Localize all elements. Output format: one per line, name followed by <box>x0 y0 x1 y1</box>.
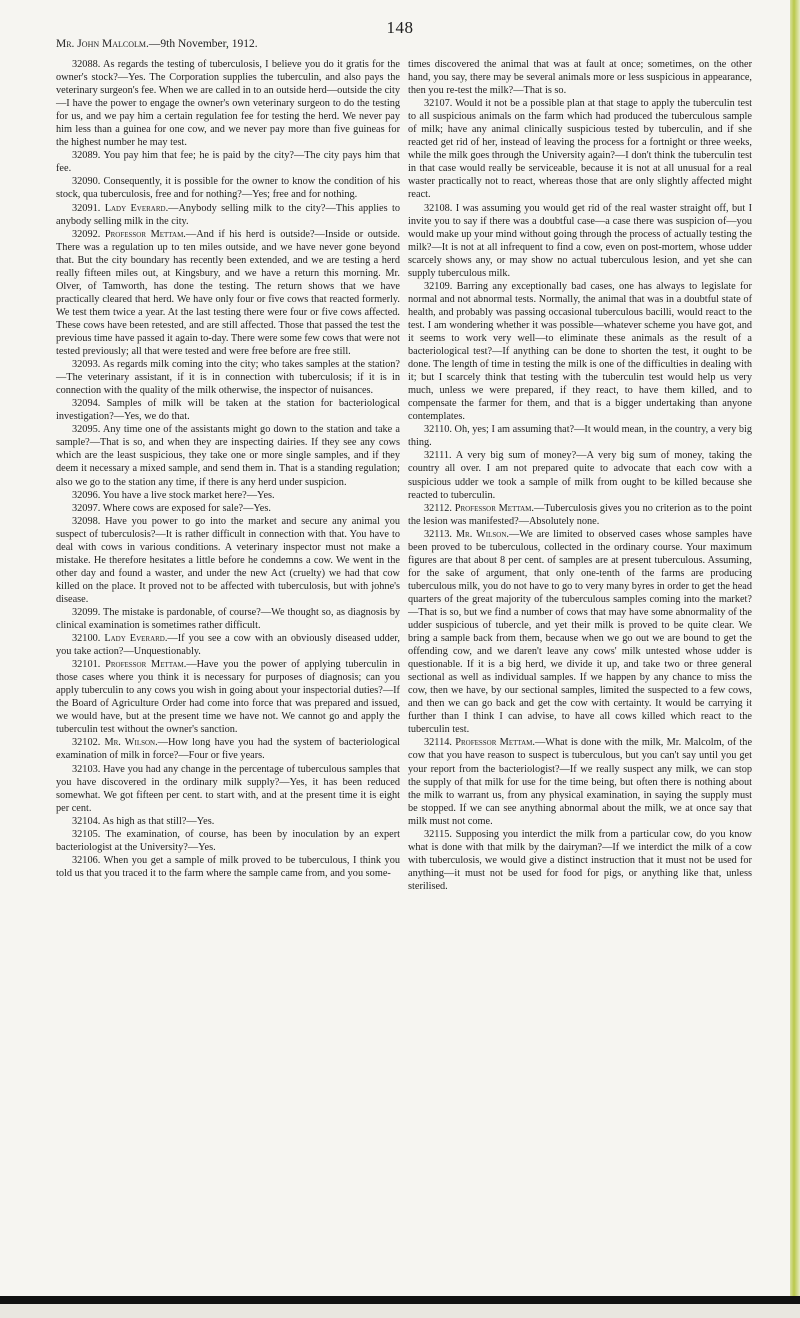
question-number: 32091. <box>72 202 101 214</box>
speaker-name: Lady Everard. <box>104 202 169 214</box>
question-paragraph <box>408 449 752 501</box>
question-paragraph <box>56 632 400 658</box>
question-text: You pay him that fee; he is paid by the city?—The city pays him that fee. <box>56 150 400 175</box>
question-paragraph <box>56 763 400 815</box>
question-text: Barring any exceptionally bad cases, one has always to legislate for normal and not abnormal tests. Normally, the animal that was in a doubtful state of health, and probably was passing occasional tuberculous bacilli, would react to the test. I am wondering whether it was possible—whatever scheme you have got, and it seems to work very well—to eliminate these animals as the result of a bacteriological test?—If anything can be done to shorten the test, it ought to be done. The length of time in testing the milk is one of the difficulties in dealing with it; but I scarcely think that testing with the tuberculin test would help us very much, unless we were prepared, if they react, to have them killed, and to compensate the farmer for them, and that is a bigger undertaking than anyone contemplates. <box>408 280 752 423</box>
question-number: 32113. <box>424 528 452 540</box>
question-paragraph <box>56 515 400 606</box>
question-text: Where cows are exposed for sale?—Yes. <box>102 502 271 514</box>
question-paragraph <box>408 280 752 424</box>
right-column <box>408 58 752 893</box>
question-text: Would it not be a possible plan at that stage to apply the tuberculin test to all suspicious animals on the farm which had produced the tuberculous sample of milk; have any animal clinically suspicious tested by tuberculin, and if she reacted get rid of her, instead of leaving the process for a fortnight or three weeks, while the milk goes through the University again?—I don't think the tuberculin test in that case would really be serviceable, because it is not at all unusual for a real waster practically not to react, whereas those that are only slightly affected might react. <box>408 98 752 201</box>
question-text: I was assuming you would get rid of the real waster straight off, but I invite you to say if there was a doubtful case—a case there was suspicion of—you would make up your mind without going through the process of actually testing the milk?—It is not at all infrequent to find a cow, even on post-mortem, whose udder scarcely shows any, or may show no actual tuberculous lesion, and yet she can supply tuberculous milk. <box>408 202 752 279</box>
question-paragraph <box>56 423 400 488</box>
question-number: 32088. <box>72 59 101 70</box>
speaker-name: Lady Everard. <box>104 633 168 645</box>
question-paragraph <box>56 175 400 201</box>
question-number: 32099. <box>72 606 101 618</box>
question-number: 32092. <box>72 228 101 240</box>
speaker-name: Mr. Wilson. <box>455 528 509 540</box>
speaker-name: Professor Mettam. <box>455 737 535 749</box>
question-paragraph <box>56 606 400 632</box>
question-text: A very big sum of money?—A very big sum of money, taking the country all over. I am not prepared quite to advocate that each cow with a suspicious udder we took a sample of milk from ought to be killed because she reacted to tuberculin. <box>408 450 752 501</box>
question-paragraph <box>56 58 400 149</box>
question-text: —Tuberculosis gives you no criterion as to the point the lesion was manifested?—Absolutely none. <box>408 502 753 527</box>
running-head <box>56 38 258 50</box>
question-paragraph <box>408 58 752 97</box>
page-edge-strip <box>790 0 800 1318</box>
question-paragraph <box>408 202 752 280</box>
question-text: —We are limited to observed cases whose samples have been proved to be tuberculous, collected in the ordinary course. Your maximum figures are that about 8 per cent. of samples are at present tuberculous. Assuming, for the sake of argument, that only one-tenth of the farms are producing tuberculous milk, you do not have to go to very many byres in order to get the head quarters of the great majority of the tuberculous samples coming into the market?—That is so, but we find a number of cows that may have some abnormality of the udder suspicious of tubercle, and yet their milk is proved to be quite clear. We bring a sample back from them, because when we go out we are bound to get the offending cow, and we daren't leave any cows' milk untested whose udder is questionable. If it is a big herd, we divide it up, and take two or three general sectional as well as individual samples. If we happen by any chance to miss the cow, then we have, by our sectional samples, limited the suspected to a few cows, and then we can go back and get the cow with certainty. It would be carrying it further than I think I can advise, to have all cows killed which react to the tuberculin test. <box>408 528 752 736</box>
question-number: 32100. <box>72 633 101 645</box>
scan-bottom-margin <box>0 1304 800 1318</box>
question-number: 32103. <box>72 763 101 775</box>
question-number: 32090. <box>72 176 101 188</box>
question-paragraph <box>56 815 400 828</box>
question-paragraph <box>56 736 400 762</box>
question-number: 32107. <box>424 98 453 110</box>
question-paragraph <box>56 397 400 423</box>
question-text: Supposing you interdict the milk from a particular cow, do you know what is done with that milk by the dairyman?—If we interdict the milk of a cow with tuberculosis, we would give a distinct instruction that it must not be used for anything—it must not be used for food for pigs, or anything like that, unless sterilised. <box>408 828 752 892</box>
question-number: 32105. <box>72 828 101 840</box>
speaker-name: Mr. Wilson. <box>104 737 158 749</box>
question-text: As regards milk coming into the city; who takes samples at the station?—The veterinary assistant, if it is in connection with tuberculosis; if it is in connection with the quality of the milk otherwise, the inspector of nuisances. <box>56 359 400 397</box>
question-text: The mistake is pardonable, of course?—We thought so, as diagnosis by clinical examination is sometimes rather difficult. <box>56 606 400 632</box>
question-paragraph <box>56 854 400 880</box>
question-number: 32094. <box>72 398 101 410</box>
question-text: —If you see a cow with an obviously diseased udder, you take action?—Unquestionably. <box>56 633 400 658</box>
question-paragraph <box>408 528 752 737</box>
question-number: 32114. <box>424 737 452 749</box>
question-number: 32095. <box>72 424 101 436</box>
question-number: 32108. <box>424 202 453 214</box>
question-text: As regards the testing of tuberculosis, I believe you do it gratis for the owner's stock?—Yes. The Corporation supplies the tuberculin, and also pays the veterinary surgeon's fee. When we are called in to an outside herd—outside the city—I have the power to engage the owner's own veterinary surgeon to do the testing for us, and we pay him a certain regulation fee for testing the herd. We never pay him less than a guinea for one cow, and we never pay more than five guineas for the highest number he may test. <box>56 59 401 149</box>
running-head-date: —9th November, 1912. <box>148 38 258 50</box>
question-number: 32093. <box>72 359 101 371</box>
scan-bottom-border <box>0 1296 800 1304</box>
question-number: 32106. <box>72 854 101 866</box>
question-number: 32111. <box>424 450 452 462</box>
question-text: —Anybody selling milk to the city?—This applies to anybody selling milk in the city. <box>56 202 400 227</box>
question-paragraph <box>56 202 400 228</box>
speaker-name: Professor Mettam. <box>105 659 187 671</box>
question-text: Have you power to go into the market and secure any animal you suspect of tuberculosis?—It is rather difficult in connection with that. You have to deal with cows in various conditions. A veterinary inspector must not make a mistake. He therefore hesitates a little before he condemns a cow. We went in the other day and found a waster, and under the new Act (cruelty) we had that cow killed on the place. It proved not to be affected with tuberculosis, but with johne's disease. <box>56 515 401 605</box>
page-number: 148 <box>386 18 414 37</box>
question-number: 32115. <box>424 828 452 840</box>
question-number: 32096. <box>72 489 101 501</box>
question-number: 32112. <box>424 502 452 514</box>
question-text: Any time one of the assistants might go down to the station and take a sample?—That is so, and when they are inspecting dairies. If they see any cows which are the least suspicious, they take one or more single samples, and if they deem it necessary a mixed sample, and send them in. That is a standing regulation; also we go to the station any time, if there is any herd under suspicion. <box>56 424 400 488</box>
question-paragraph <box>56 358 400 397</box>
question-paragraph <box>408 423 752 449</box>
question-paragraph <box>56 228 400 358</box>
question-text: —What is done with the milk, Mr. Malcolm, of the cow that you have reason to suspect is tuberculous, but you can't say until you get your report from the bacteriologist?—If we really suspect any milk, we can stop the supply of that milk for use for the time being, but often there is nothing about the milk to warrant us, from any physical examination, in saying the supply must be stopped. If we can see anything abnormal about the milk, we at once say that milk must not come. <box>408 737 753 827</box>
question-text: Have you had any change in the percentage of tuberculous samples that you have discovered in the ordinary milk supply?—Yes, it has been reduced somewhat. We got fifteen per cent. to start with, and at the present time it is eight per cent. <box>56 763 400 814</box>
question-text: times discovered the animal that was at fault at once; sometimes, on the other hand, you say, there may be several animals more or less suspicious in appearance, then you re-test the milk?—That is so. <box>408 59 752 97</box>
question-paragraph <box>408 828 752 893</box>
question-number: 32104. <box>72 815 101 827</box>
question-number: 32089. <box>72 150 101 162</box>
question-text: Samples of milk will be taken at the station for bacteriological investigation?—Yes, we do that. <box>56 398 401 423</box>
question-text: —How long have you had the system of bacteriological examination of milk in force?—Four or five years. <box>56 737 400 762</box>
question-text: The examination, of course, has been by inoculation by an expert bacteriologist at the University?—Yes. <box>56 828 400 853</box>
question-paragraph <box>56 658 400 736</box>
question-number: 32098. <box>72 515 101 527</box>
question-text: As high as that still?—Yes. <box>102 815 215 827</box>
question-text: —Have you the power of applying tuberculin in those cases where you think it is necessary for purposes of diagnosis; can you apply tuberculin to any cows you wish in going about your inspectorial duties?—If the Board of Agriculture Order had come into force that was prepared and issued, we would have, but at the present time we have not. We cannot go and apply the tuberculin test without the owner's sanction. <box>56 659 400 736</box>
left-column <box>56 58 400 880</box>
question-text: —And if his herd is outside?—Inside or outside. There was a regulation up to ten miles outside, and we have never gone beyond that. But the city boundary has recently been extended, and we are testing a herd really fifteen miles out, at Kingsbury, and we have a return this morning. Mr. Olver, of Tamworth, has done the testing. The return shows that we have practically cleared that herd. We have only four or five cows that reacted formerly. We test them twice a year. At the last testing there were four or five cows affected. These cows have been retested, and are still affected. Those that passed the test the previous time have passed it again to-day. There were some few cows that were not tested previously; all that were tested and were free before are free still. <box>56 228 401 358</box>
question-number: 32109. <box>424 280 453 292</box>
question-number: 32102. <box>72 737 101 749</box>
question-paragraph <box>56 489 400 502</box>
speaker-name: Professor Mettam. <box>104 228 186 240</box>
question-paragraph <box>408 736 752 827</box>
question-text: Oh, yes; I am assuming that?—It would mean, in the country, a very big thing. <box>408 424 752 449</box>
question-number: 32101. <box>72 659 101 671</box>
question-paragraph <box>408 502 752 528</box>
question-number: 32097. <box>72 502 101 514</box>
question-text: Consequently, it is possible for the owner to know the condition of his stock, qua tuberculosis, free and for nothing?—Yes; free and for nothing. <box>56 176 401 201</box>
running-head-name: Mr. John Malcolm. <box>56 38 149 50</box>
question-number: 32110. <box>424 424 452 436</box>
question-paragraph <box>56 828 400 854</box>
question-paragraph <box>408 97 752 201</box>
question-text: You have a live stock market here?—Yes. <box>102 489 275 501</box>
speaker-name: Professor Mettam. <box>454 502 534 514</box>
question-paragraph <box>56 149 400 175</box>
question-paragraph <box>56 502 400 515</box>
question-text: When you get a sample of milk proved to be tuberculous, I think you told us that you traced it to the farm where the sample came from, and you some- <box>56 854 401 879</box>
